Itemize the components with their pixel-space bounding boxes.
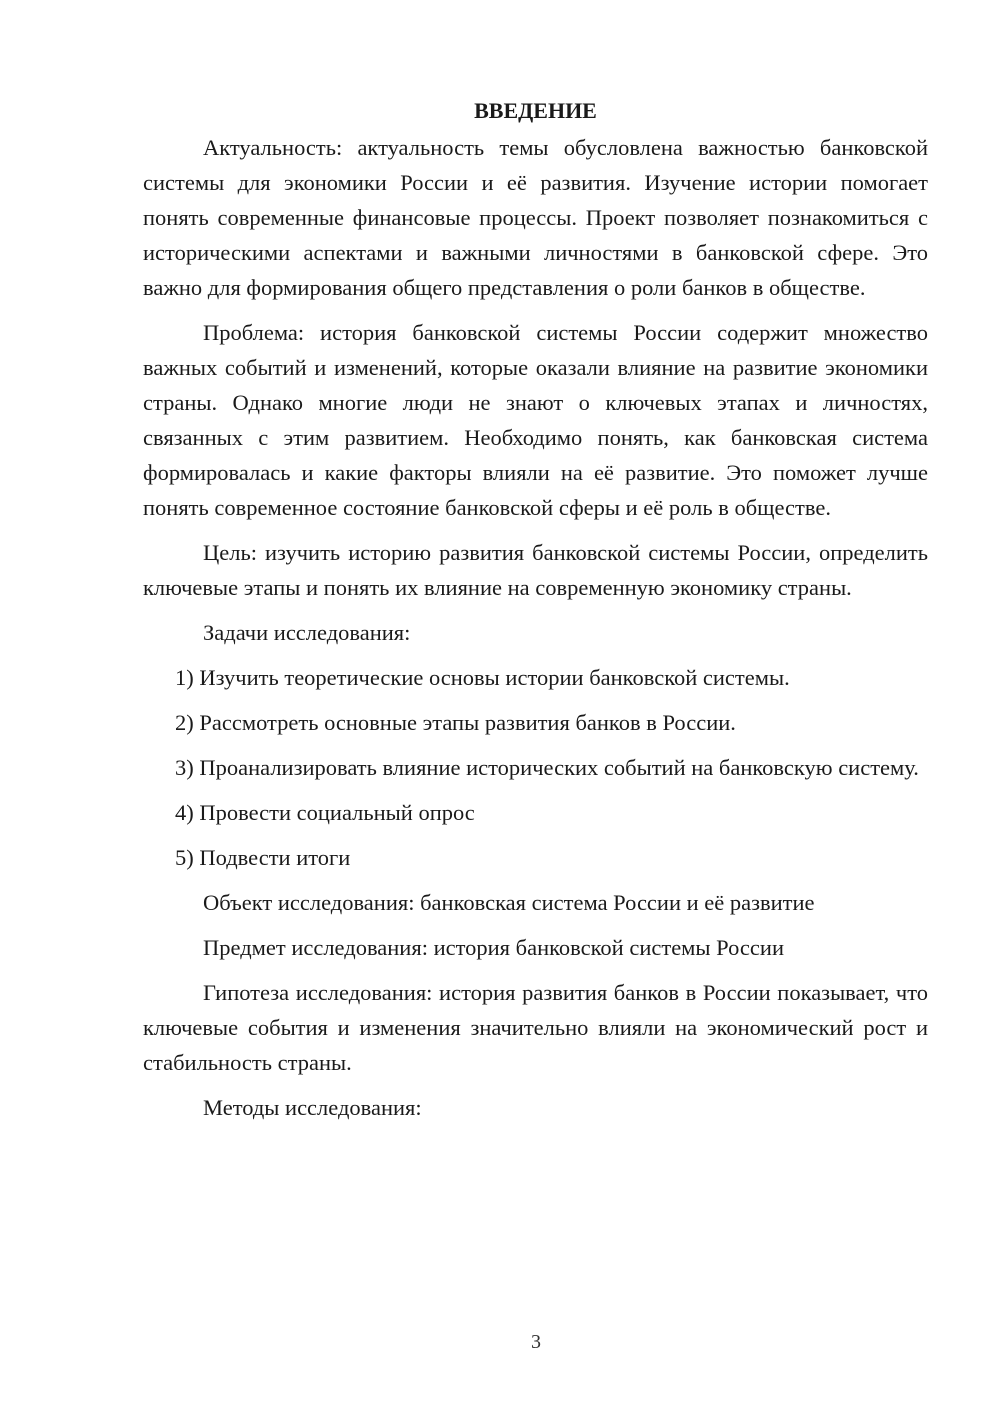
methods-heading: Методы исследования:	[203, 1095, 422, 1120]
research-object: Объект исследования: банковская система России и её развитие	[203, 890, 815, 915]
goal-paragraph: Цель: изучить историю развития банковской системы России, определить ключевые этапы и понять их влияние на современную экономику страны.	[143, 540, 928, 600]
task-item-1: 1) Изучить теоретические основы истории банковской системы.	[175, 665, 790, 690]
tasks-heading: Задачи исследования:	[203, 620, 411, 645]
task-item-3: 3) Проанализировать влияние исторических событий на банковскую систему.	[175, 755, 919, 780]
page-content	[143, 96, 928, 1135]
relevance-paragraph: Актуальность: актуальность темы обусловлена важностью банковской системы для экономики России и её развития. Изучение истории помогает понять современные финансовые процессы. Проект позволяет познакомиться с историческими аспектами и важными личностями в банковской сфере. Это важно для формирования общего представления о роли банков в обществе.	[143, 135, 928, 300]
task-item-5: 5) Подвести итоги	[175, 845, 351, 870]
section-title: ВВЕДЕНИЕ	[474, 98, 597, 123]
research-subject: Предмет исследования: история банковской системы России	[203, 935, 784, 960]
task-item-2: 2) Рассмотреть основные этапы развития банков в России.	[175, 710, 736, 735]
page-number: 3	[531, 1331, 541, 1353]
hypothesis-paragraph: Гипотеза исследования: история развития банков в России показывает, что ключевые события и изменения значительно влияли на экономический рост и стабильность страны.	[143, 980, 928, 1075]
task-item-4: 4) Провести социальный опрос	[175, 800, 475, 825]
problem-paragraph: Проблема: история банковской системы России содержит множество важных событий и изменений, которые оказали влияние на развитие экономики страны. Однако многие люди не знают о ключевых этапах и личностях, связанных с этим развитием. Необходимо понять, как банковская система формировалась и какие факторы влияли на её развитие. Это поможет лучше понять современное состояние банковской сферы и её роль в обществе.	[143, 320, 928, 520]
